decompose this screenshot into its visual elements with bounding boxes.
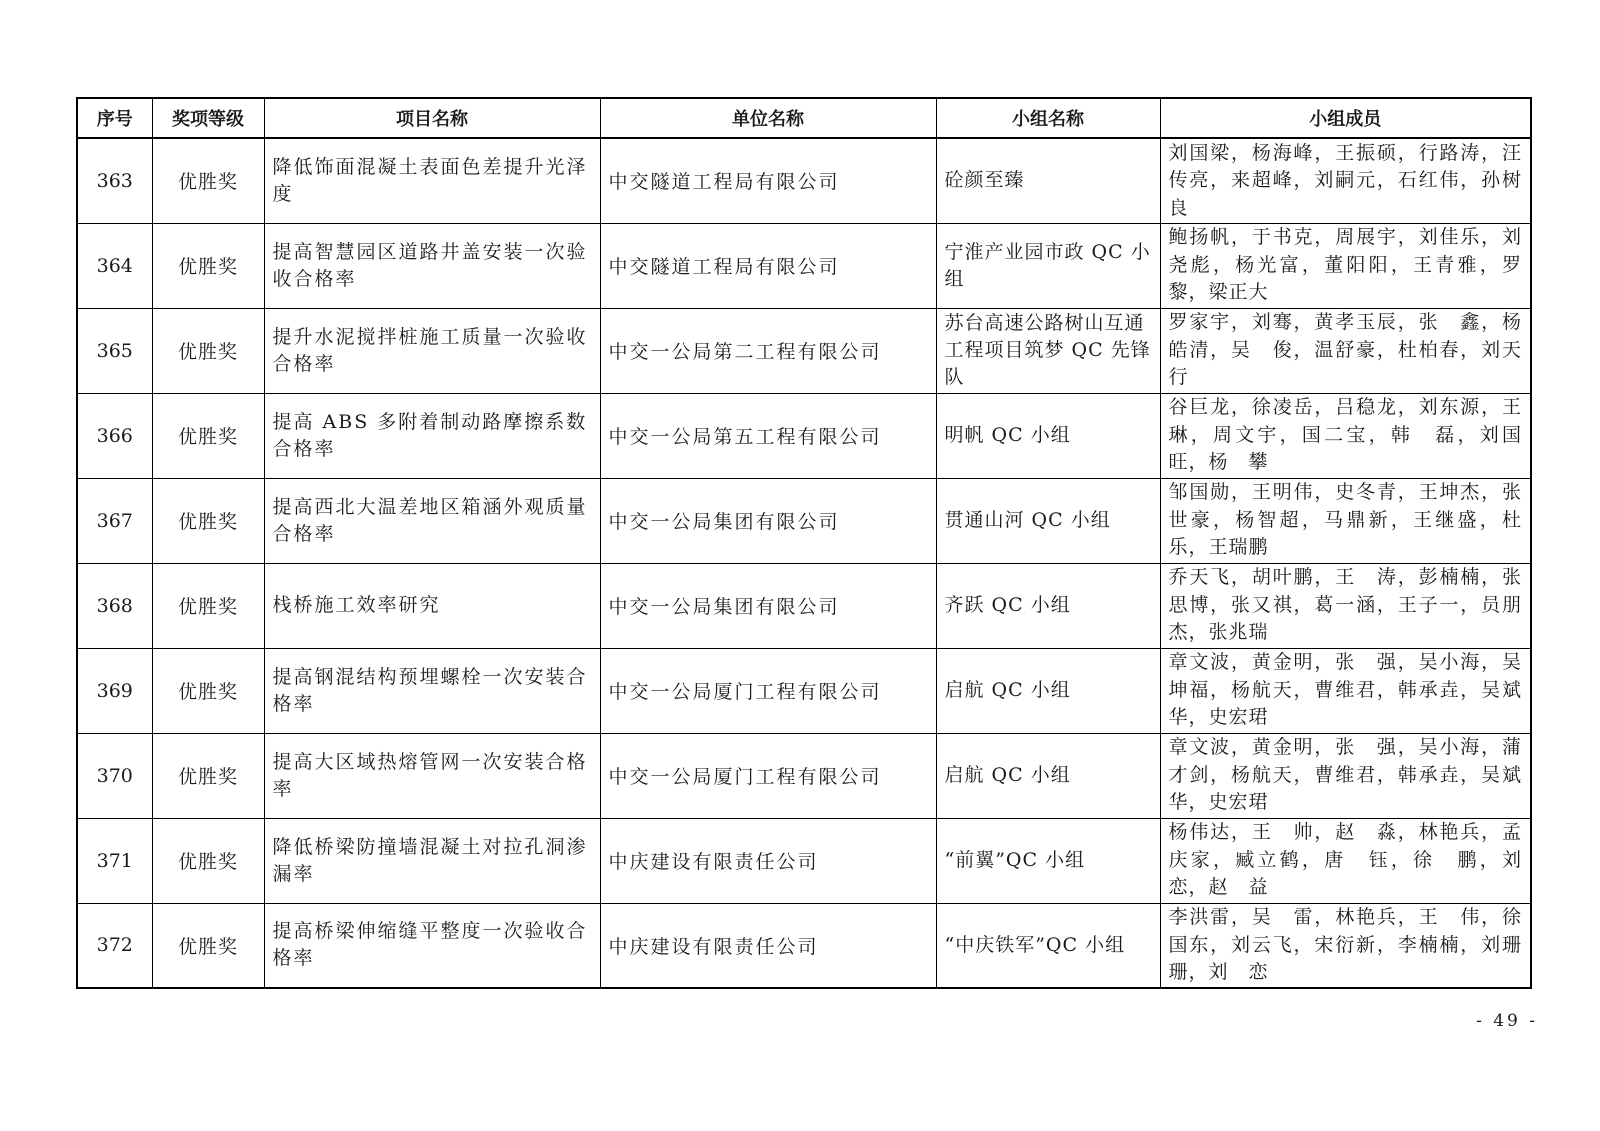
row-seq: 371: [77, 818, 152, 903]
table-row: [77, 308, 1531, 393]
row-group-members: 李洪雷，吴 雷，林艳兵，王 伟，徐国东，刘云飞，宋衍新，李楠楠，刘珊珊，刘 恋: [1160, 903, 1531, 988]
row-award-level: 优胜奖: [152, 223, 264, 308]
table-row: [77, 563, 1531, 648]
award-table: [76, 97, 1543, 989]
row-group-members: 章文波，黄金明，张 强，吴小海，吴坤福，杨航天，曹维君，韩承垚，吴斌华，史宏珺: [1160, 648, 1531, 733]
row-award-level: 优胜奖: [152, 308, 264, 393]
row-group-name: “中庆铁军”QC 小组: [936, 903, 1160, 988]
header-seq: 序号: [77, 98, 152, 138]
table-row: [77, 393, 1531, 478]
row-award-level: 优胜奖: [152, 648, 264, 733]
row-group-members: 罗家宇，刘骞，黄孝玉辰，张 鑫，杨皓清，吴 俊，温舒豪，杜柏春，刘天行: [1160, 308, 1531, 393]
row-unit-name: 中交隧道工程局有限公司: [600, 223, 936, 308]
row-unit-name: 中交一公局第二工程有限公司: [600, 308, 936, 393]
table-row: [77, 648, 1531, 733]
row-group-members: 谷巨龙，徐凌岳，吕稳龙，刘东源，王 琳，周文宇，国二宝，韩 磊，刘国旺，杨 攀: [1160, 393, 1531, 478]
row-award-level: 优胜奖: [152, 818, 264, 903]
row-unit-name: 中庆建设有限责任公司: [600, 818, 936, 903]
row-seq: 372: [77, 903, 152, 988]
row-award-level: 优胜奖: [152, 563, 264, 648]
row-award-level: 优胜奖: [152, 903, 264, 988]
row-award-level: 优胜奖: [152, 733, 264, 818]
row-group-members: 鲍扬帆，于书克，周展宇，刘佳乐，刘尧彪，杨光富，董阳阳，王青雅，罗 黎，梁正大: [1160, 223, 1531, 308]
row-group-name: 启航 QC 小组: [936, 648, 1160, 733]
row-seq: 370: [77, 733, 152, 818]
header-unit-name: 单位名称: [600, 98, 936, 138]
row-award-level: 优胜奖: [152, 393, 264, 478]
row-project-name: 降低饰面混凝土表面色差提升光泽度: [264, 138, 600, 223]
page-number: - 49 -: [1476, 1011, 1538, 1031]
row-group-name: 苏台高速公路树山互通工程项目筑梦 QC 先锋队: [936, 308, 1160, 393]
row-unit-name: 中交一公局集团有限公司: [600, 563, 936, 648]
row-seq: 363: [77, 138, 152, 223]
row-group-members: 邹国勋，王明伟，史冬青，王坤杰，张世豪，杨智超，马鼎新，王继盛，杜 乐，王瑞鹏: [1160, 478, 1531, 563]
row-seq: 366: [77, 393, 152, 478]
row-seq: 364: [77, 223, 152, 308]
header-row: [77, 98, 1531, 138]
table-row: [77, 138, 1531, 223]
header-group-members: 小组成员: [1160, 98, 1531, 138]
row-unit-name: 中交一公局集团有限公司: [600, 478, 936, 563]
row-group-name: 砼颜至臻: [936, 138, 1160, 223]
row-group-name: 贯通山河 QC 小组: [936, 478, 1160, 563]
row-project-name: 降低桥梁防撞墙混凝土对拉孔洞渗漏率: [264, 818, 600, 903]
row-project-name: 提高 ABS 多附着制动路摩擦系数合格率: [264, 393, 600, 478]
table-row: [77, 903, 1531, 988]
row-group-members: 章文波，黄金明，张 强，吴小海，蒲才剑，杨航天，曹维君，韩承垚，吴斌华，史宏珺: [1160, 733, 1531, 818]
row-group-members: 刘国梁，杨海峰，王振硕，行路涛，汪传亮，来超峰，刘嗣元，石红伟，孙树良: [1160, 138, 1531, 223]
row-seq: 368: [77, 563, 152, 648]
row-group-members: 杨伟达，王 帅，赵 淼，林艳兵，孟庆家，臧立鹤，唐 钰，徐 鹏，刘 恋，赵 益: [1160, 818, 1531, 903]
header-project-name: 项目名称: [264, 98, 600, 138]
row-group-members: 乔天飞，胡叶鹏，王 涛，彭楠楠，张思博，张又祺，葛一涵，王子一，员朋杰，张兆瑞: [1160, 563, 1531, 648]
header-award-level: 奖项等级: [152, 98, 264, 138]
row-project-name: 栈桥施工效率研究: [264, 563, 600, 648]
row-seq: 365: [77, 308, 152, 393]
row-project-name: 提高西北大温差地区箱涵外观质量合格率: [264, 478, 600, 563]
table-row: [77, 223, 1531, 308]
row-unit-name: 中交隧道工程局有限公司: [600, 138, 936, 223]
table-row: [77, 478, 1531, 563]
row-award-level: 优胜奖: [152, 478, 264, 563]
row-group-name: 宁淮产业园市政 QC 小组: [936, 223, 1160, 308]
header-group-name: 小组名称: [936, 98, 1160, 138]
row-project-name: 提高大区域热熔管网一次安装合格率: [264, 733, 600, 818]
table-row: [77, 733, 1531, 818]
row-unit-name: 中交一公局第五工程有限公司: [600, 393, 936, 478]
row-group-name: 启航 QC 小组: [936, 733, 1160, 818]
table-body: [77, 138, 1543, 988]
row-group-name: 齐跃 QC 小组: [936, 563, 1160, 648]
row-seq: 367: [77, 478, 152, 563]
row-unit-name: 中庆建设有限责任公司: [600, 903, 936, 988]
row-award-level: 优胜奖: [152, 138, 264, 223]
table-header: [77, 98, 1531, 138]
row-project-name: 提高智慧园区道路井盖安装一次验收合格率: [264, 223, 600, 308]
row-unit-name: 中交一公局厦门工程有限公司: [600, 648, 936, 733]
row-project-name: 提高桥梁伸缩缝平整度一次验收合格率: [264, 903, 600, 988]
row-project-name: 提升水泥搅拌桩施工质量一次验收合格率: [264, 308, 600, 393]
row-seq: 369: [77, 648, 152, 733]
row-unit-name: 中交一公局厦门工程有限公司: [600, 733, 936, 818]
table-row: [77, 818, 1531, 903]
row-project-name: 提高钢混结构预埋螺栓一次安装合格率: [264, 648, 600, 733]
row-group-name: “前翼”QC 小组: [936, 818, 1160, 903]
row-group-name: 明帆 QC 小组: [936, 393, 1160, 478]
